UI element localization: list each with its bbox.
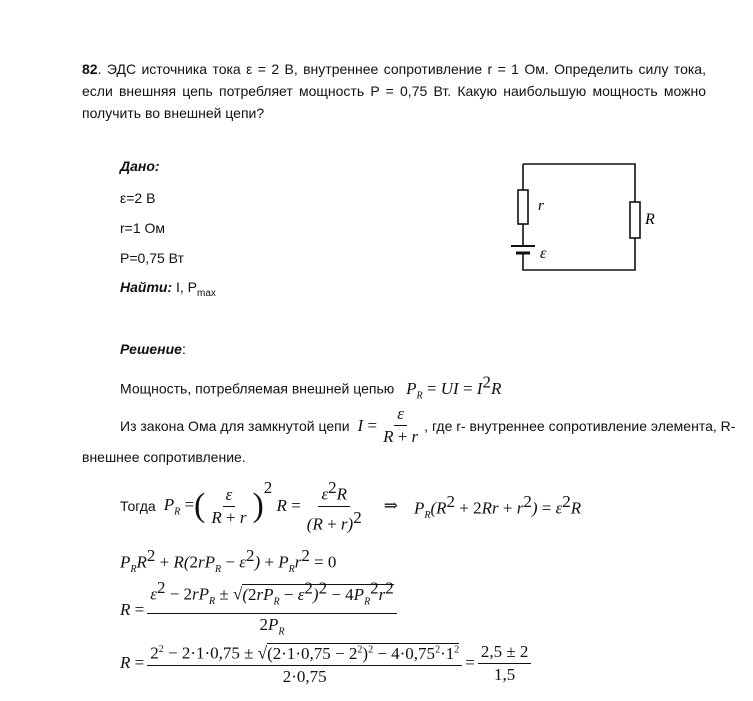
given-item-r: r=1 Ом: [120, 220, 166, 236]
label-r: r: [538, 198, 544, 214]
root-formula: R = $\frac{\varepsilon^2 - 2rP_R \pm √(2rP_R - \varepsilon^2)^2 - 4P_R^2r^2}{2P_R}$: [120, 578, 400, 642]
then-formula: $P_R$ =: [163, 494, 195, 518]
power-text: Мощность, потребляемая внешней цепью: [120, 380, 395, 397]
ohm-cont: внешнее сопротивление.: [82, 449, 246, 465]
ohm-fraction: $\frac{\varepsilon}{R + r}$: [383, 404, 419, 446]
solution-title-line: [120, 341, 186, 357]
given-item-p: P=0,75 Вт: [120, 250, 184, 266]
label-emf: ε: [540, 245, 547, 262]
numeric-formula: R = $\frac{2^2 - 2\cdot 1\cdot 0,75 \pm √(2\cdot 1\cdot 0,75 - 2^2)^2 - 4\cdot 0,75^2\cdot 1^2}{2\cdot 0,75}$ = $\frac{2,5 \pm 2}{1,5}$: [120, 640, 534, 687]
given-item-emf: ε=2 В: [120, 190, 156, 206]
problem-number: 82: [82, 61, 98, 77]
given-title: Дано:: [120, 158, 160, 174]
find-sub: max: [197, 287, 216, 299]
find-line: [120, 279, 216, 299]
power-formula: $P_R$ = UI = $I^2R$: [406, 372, 502, 402]
ohm-text: Из закона Ома для замкнутой цепи: [120, 417, 350, 434]
then-text: Тогда: [120, 498, 156, 515]
ohm-line: [120, 404, 735, 447]
ohm-formula: I =: [357, 415, 378, 435]
label-R: R: [645, 211, 655, 228]
resistor-r: [518, 190, 528, 224]
problem-statement: [82, 58, 706, 124]
resistor-R: [630, 202, 640, 238]
circuit-diagram: [505, 160, 655, 275]
ohm-after: , где r- внутреннее сопротивление элемента, R-: [424, 417, 736, 434]
quadratic-eq: $P_RR^2 + R(2rP_R - \varepsilon^2) + P_Rr^2 = 0$: [120, 546, 337, 576]
find-value: I, P: [176, 279, 198, 295]
power-line: [120, 372, 501, 401]
then-line: Тогда $P_R$ = ( $\frac{\varepsilon}{R + r}$ ) 2 R = $\frac{\varepsilon^2R}{(R + r)^2}$ ⇒ $P_R(R^2 + 2Rr + r^2) = \varepsilon^2R$: [120, 478, 582, 534]
find-label: Найти:: [120, 279, 173, 295]
solution-title: Решение: [120, 341, 182, 357]
solution-colon: :: [181, 341, 186, 357]
problem-text: . ЭДС источника тока ε = 2 В, внутреннее сопротивление r = 1 Ом. Определить силу тока, если внешняя цепь потребляет мощность P = 0,75 Вт. Какую наибольшую мощность можно получить во внешней цепи?: [82, 61, 706, 121]
